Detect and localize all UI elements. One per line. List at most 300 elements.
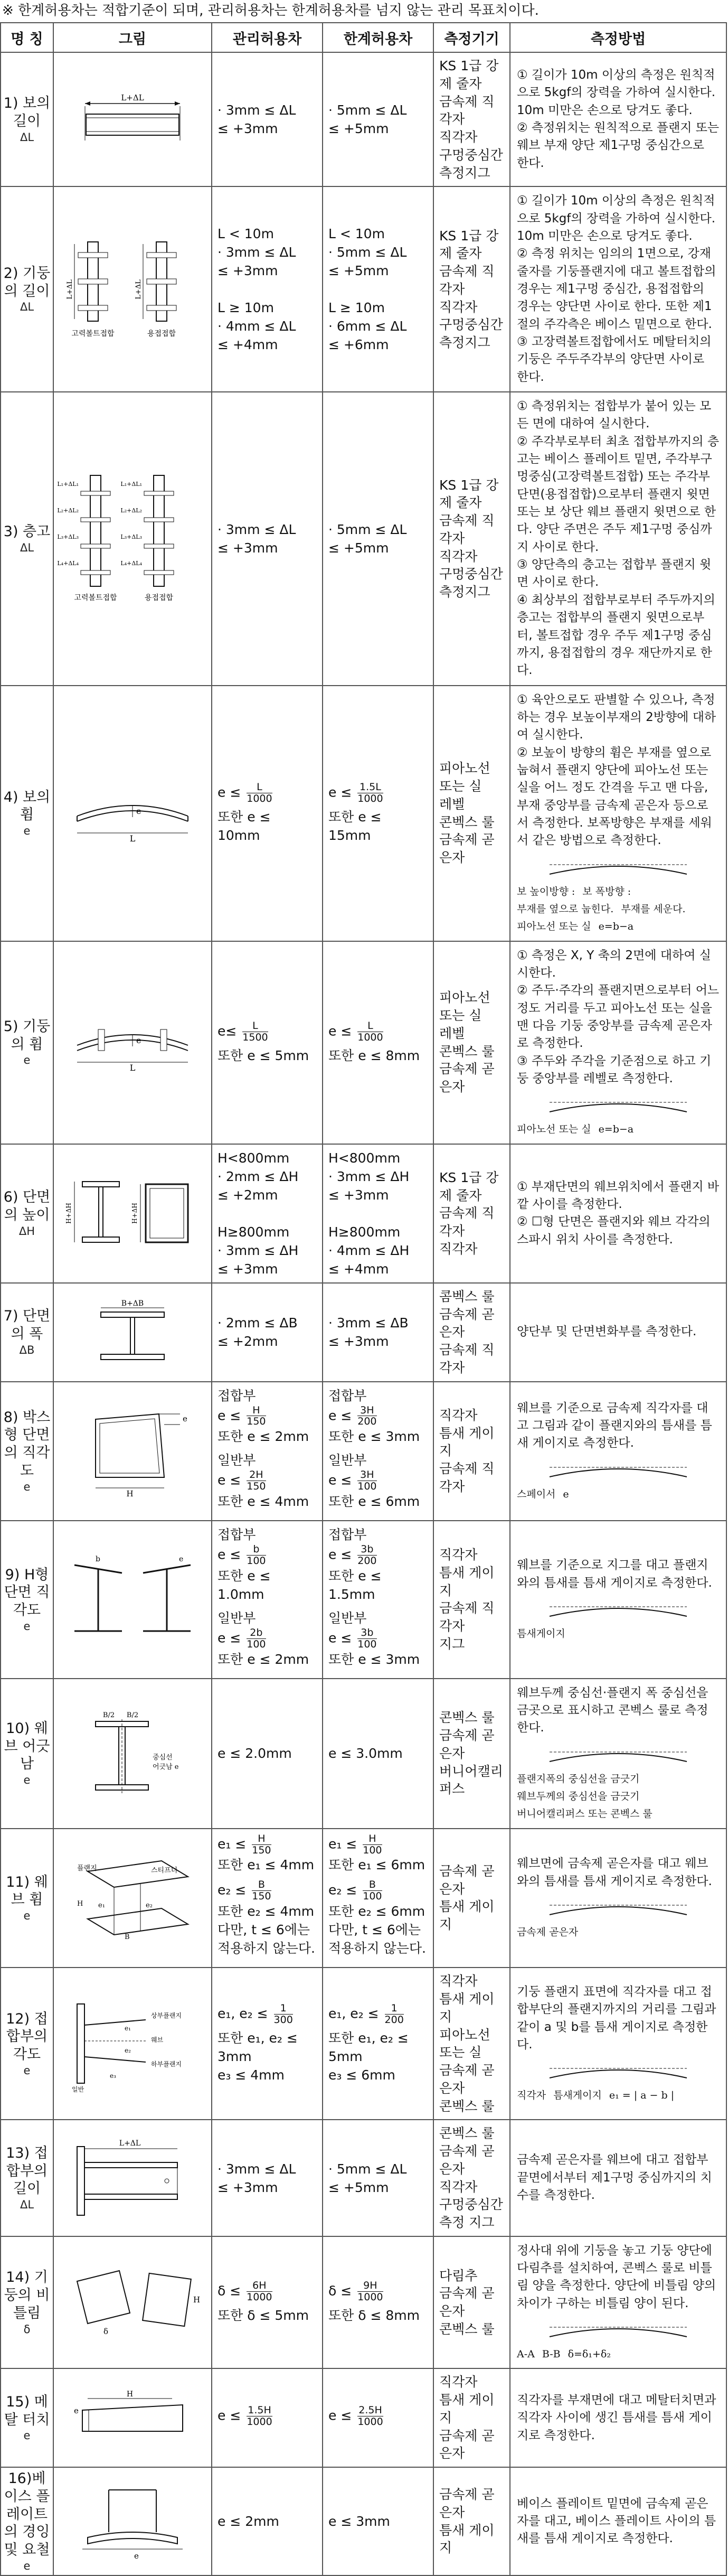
method-figure bbox=[517, 1595, 720, 1642]
fraction bbox=[247, 2405, 272, 2428]
tool-cell bbox=[433, 2120, 510, 2236]
table-row bbox=[1, 2368, 726, 2467]
header-tool: 측정기기 bbox=[433, 23, 510, 52]
fraction bbox=[247, 1469, 266, 1492]
tolerance-text: e ≤ 3mm bbox=[328, 2514, 390, 2530]
mgmt-tolerance-cell bbox=[212, 2368, 323, 2467]
item-name: 3) 층고 bbox=[3, 523, 51, 540]
item-name-cell bbox=[1, 1679, 53, 1829]
item-name: 8) 박스형 단면의 직각도 bbox=[3, 1409, 51, 1479]
figure-cell bbox=[53, 1968, 212, 2120]
tolerance-prefix: e ≤ bbox=[218, 1407, 241, 1423]
method-text: 웨브를 기준으로 지그를 대고 플랜지와의 틈새를 틈새 게이지로 측정한다. bbox=[517, 1558, 712, 1590]
fraction-numerator: 3b bbox=[357, 1544, 376, 1556]
header-name: 명 칭 bbox=[1, 23, 53, 52]
svg-text:L+ΔL: L+ΔL bbox=[66, 279, 74, 299]
figure-cell bbox=[53, 686, 212, 941]
method-figure bbox=[517, 853, 720, 935]
method-cell bbox=[510, 1829, 726, 1968]
method-figure-label: 스페이서 bbox=[517, 1488, 556, 1500]
tool-cell bbox=[433, 392, 510, 686]
svg-text:L₁+ΔL₁: L₁+ΔL₁ bbox=[120, 480, 142, 488]
limit-tolerance-cell bbox=[323, 2236, 433, 2369]
fraction-denominator: 300 bbox=[273, 2014, 293, 2026]
tool-cell bbox=[433, 686, 510, 941]
method-figure bbox=[517, 2057, 720, 2104]
tolerance-prefix: e ≤ bbox=[328, 784, 352, 800]
tolerance-prefix: e ≤ bbox=[218, 1547, 241, 1562]
limit-tolerance-cell bbox=[323, 1968, 433, 2120]
mgmt-tolerance-cell bbox=[212, 1382, 323, 1521]
tool-text: 직각자 틈새 게이지 금속제 직각자 지그 bbox=[439, 1547, 495, 1652]
item-name: 7) 단면의 폭 bbox=[3, 1308, 51, 1342]
item-symbol: e bbox=[23, 1480, 31, 1493]
svg-text:H: H bbox=[126, 1489, 134, 1499]
method-cell bbox=[510, 1382, 726, 1521]
mgmt-tolerance-cell bbox=[212, 52, 323, 186]
item-symbol: ΔH bbox=[18, 1224, 35, 1238]
svg-text:B+ΔB: B+ΔB bbox=[121, 1299, 144, 1308]
method-cell bbox=[510, 1968, 726, 2120]
svg-text:e₁: e₁ bbox=[125, 2025, 131, 2032]
tolerance-prefix: e₂ ≤ bbox=[328, 1882, 357, 1898]
method-text: ① 길이가 10m 이상의 측정은 원칙적으로 5kgf의 장력을 가하여 실시한다. 10m 미만은 손으로 당겨도 좋다. ② 측정 위치는 임의의 1면으로, 강재 줄자를 기둥플랜지에 대고 볼트접합의 경우는 제1구멍 중심간, 용접접합의 경우는 양단면 사이로 한다. 또한 제1절의 주각측은 베이스 밑면으로 한다. ③ 고장력볼트접합에서도 메탈터치의 기둥은 주두주각부의 양단면 사이로 한다. bbox=[517, 194, 716, 384]
figure-drawing bbox=[56, 2389, 209, 2447]
fraction-denominator: 100 bbox=[363, 1890, 382, 1903]
tool-cell bbox=[433, 1521, 510, 1679]
mgmt-tolerance-cell bbox=[212, 2236, 323, 2369]
method-figure-label: 금속제 곧은자 bbox=[517, 1926, 579, 1938]
tolerance-text: · 3mm ≤ ΔL ≤ +3mm bbox=[218, 521, 296, 556]
figure-drawing bbox=[56, 2136, 209, 2221]
svg-text:B: B bbox=[125, 1933, 130, 1942]
item-name: 10) 웨브 어긋남 bbox=[4, 1720, 50, 1773]
method-cell bbox=[510, 392, 726, 686]
svg-text:H: H bbox=[77, 1900, 83, 1908]
item-name-cell bbox=[1, 186, 53, 392]
mgmt-tolerance-cell bbox=[212, 186, 323, 392]
svg-text:B/2: B/2 bbox=[102, 1711, 115, 1719]
fraction-denominator: 200 bbox=[357, 1554, 377, 1567]
method-figure bbox=[517, 1456, 720, 1503]
tolerance-also: 또한 e ≤ 2mm bbox=[218, 1429, 309, 1445]
tolerance-also: 또한 e₁, e₂ ≤ 5mm e₃ ≤ 6mm bbox=[328, 2030, 409, 2083]
tolerance-also: 또한 e ≤ 10mm bbox=[218, 809, 271, 843]
tolerance-text: e ≤ 2mm bbox=[218, 2514, 279, 2530]
fraction-denominator: 200 bbox=[384, 2014, 404, 2026]
tolerance-prefix: e ≤ bbox=[328, 2408, 352, 2423]
tool-cell bbox=[433, 1382, 510, 1521]
tool-text: 피아노선 또는 실 레벨 콘벡스 룰 금속제 곧은자 bbox=[439, 990, 495, 1095]
fraction-numerator: L bbox=[242, 1020, 268, 1032]
fraction bbox=[247, 782, 272, 804]
item-name: 5) 기둥의 휨 bbox=[3, 1018, 51, 1053]
tolerance-prefix: e ≤ bbox=[328, 1407, 352, 1423]
method-figure bbox=[517, 1740, 720, 1823]
fraction-numerator: 2.5H bbox=[358, 2404, 382, 2416]
tolerance-also: 또한 e₁ ≤ 6mm bbox=[328, 1857, 426, 1873]
header-limit: 한계허용차 bbox=[323, 23, 433, 52]
tolerance-prefix: e ≤ bbox=[218, 2408, 241, 2423]
table-row bbox=[1, 2467, 726, 2575]
tolerance-text: · 5mm ≤ ΔL ≤ +5mm bbox=[328, 2161, 407, 2195]
fraction-denominator: 1000 bbox=[357, 793, 383, 805]
item-name: 16)베이스 플레이트의 경잉 및 요철 bbox=[4, 2470, 50, 2559]
svg-text:어긋남 e: 어긋남 e bbox=[153, 1763, 179, 1771]
tolerance-head: 접합부 bbox=[328, 1388, 367, 1403]
tolerance-group bbox=[328, 1833, 428, 1875]
tolerance-prefix: δ ≤ bbox=[218, 2283, 241, 2299]
figure-drawing bbox=[56, 784, 209, 842]
tolerance-group bbox=[218, 1525, 317, 1604]
method-cell bbox=[510, 1679, 726, 1829]
fraction-numerator: H bbox=[363, 1833, 382, 1845]
fraction-numerator: 9H bbox=[357, 2280, 383, 2292]
item-name: 2) 기둥의 길이 bbox=[3, 265, 51, 299]
fraction-denominator: 100 bbox=[247, 1554, 266, 1567]
tool-cell bbox=[433, 2467, 510, 2575]
method-figure-label: e bbox=[563, 1488, 569, 1500]
method-cell bbox=[510, 2236, 726, 2369]
svg-text:용접접합: 용접접합 bbox=[144, 593, 174, 602]
tolerance-also: 또한 e₁ ≤ 4mm bbox=[218, 1857, 315, 1873]
mgmt-tolerance-cell bbox=[212, 1144, 323, 1283]
fraction-numerator: H bbox=[247, 1405, 266, 1417]
limit-tolerance-cell bbox=[323, 1521, 433, 1679]
table-row bbox=[1, 2236, 726, 2369]
mgmt-tolerance-cell bbox=[212, 2467, 323, 2575]
svg-text:e: e bbox=[134, 2551, 139, 2561]
fraction bbox=[242, 1020, 268, 1043]
method-figure-label: 부재를 세운다. bbox=[621, 903, 686, 915]
item-name-cell bbox=[1, 1521, 53, 1679]
item-name-cell bbox=[1, 2236, 53, 2369]
svg-text:e₂: e₂ bbox=[125, 2047, 131, 2055]
svg-text:L₂+ΔL₂: L₂+ΔL₂ bbox=[120, 507, 142, 514]
svg-text:L₄+ΔL₄: L₄+ΔL₄ bbox=[57, 559, 79, 567]
figure-drawing bbox=[56, 1552, 209, 1647]
figure-drawing bbox=[56, 1014, 209, 1072]
fraction-numerator: 1.5H bbox=[248, 2404, 271, 2416]
svg-text:일반: 일반 bbox=[72, 2086, 84, 2094]
tolerance-prefix: e₁, e₂ ≤ bbox=[218, 2006, 268, 2021]
tolerance-prefix: e ≤ bbox=[218, 1630, 241, 1646]
method-text: 양단부 및 단면변화부를 측정한다. bbox=[517, 1325, 697, 1339]
item-symbol: e bbox=[23, 1054, 31, 1067]
mgmt-tolerance-cell bbox=[212, 1968, 323, 2120]
header-figure: 그림 bbox=[53, 23, 212, 52]
mgmt-tolerance-cell bbox=[212, 392, 323, 686]
table-row bbox=[1, 1679, 726, 1829]
method-figure-label: A-A bbox=[517, 2348, 535, 2360]
figure-cell bbox=[53, 186, 212, 392]
limit-tolerance-cell bbox=[323, 1382, 433, 1521]
method-text: 기둥 플랜지 표면에 직각자를 대고 접합부단의 플랜지까지의 거리를 그림과 같이 a 및 b를 틈새 게이지로 측정한다. bbox=[517, 1984, 716, 2052]
tool-cell bbox=[433, 1968, 510, 2120]
fraction-denominator: 200 bbox=[357, 1416, 377, 1428]
item-name-cell bbox=[1, 2467, 53, 2575]
item-symbol: ΔB bbox=[19, 1343, 35, 1356]
tool-cell bbox=[433, 2236, 510, 2369]
tolerance-text: L < 10m · 5mm ≤ ΔL ≤ +5mm L ≥ 10m · 6mm ≤ ΔL ≤ +6mm bbox=[328, 226, 407, 353]
tool-cell bbox=[433, 1144, 510, 1283]
fraction bbox=[252, 1833, 271, 1856]
tolerance-text: · 3mm ≤ ΔL ≤ +3mm bbox=[218, 102, 296, 137]
tolerance-prefix: e ≤ bbox=[328, 1547, 352, 1562]
limit-tolerance-cell bbox=[323, 1829, 433, 1968]
table-row bbox=[1, 52, 726, 186]
item-name: 1) 보의 길이 bbox=[3, 95, 51, 129]
tool-text: 금속제 곧은자 틈새 게이지 bbox=[439, 1863, 495, 1933]
item-name-cell bbox=[1, 52, 53, 186]
fraction bbox=[247, 1627, 266, 1650]
method-cell bbox=[510, 1283, 726, 1382]
item-symbol: e bbox=[23, 2429, 31, 2442]
tolerance-prefix: e ≤ bbox=[328, 1023, 352, 1039]
fraction bbox=[274, 2003, 293, 2026]
method-figure-label: e=b−a bbox=[598, 921, 634, 933]
fraction bbox=[363, 1879, 382, 1902]
fraction-denominator: 100 bbox=[247, 1638, 266, 1650]
tolerance-prefix: e ≤ bbox=[218, 1472, 241, 1488]
tolerance-prefix: e≤ bbox=[218, 1023, 237, 1039]
tool-text: 피아노선 또는 실 레벨 콘벡스 룰 금속제 곧은자 bbox=[439, 761, 495, 866]
svg-text:웨브: 웨브 bbox=[151, 2036, 164, 2044]
svg-text:용접접합: 용접접합 bbox=[147, 329, 176, 338]
fraction bbox=[252, 1879, 271, 1902]
svg-text:L₄+ΔL₄: L₄+ΔL₄ bbox=[120, 559, 142, 567]
tolerance-head: 접합부 bbox=[218, 1527, 256, 1543]
tool-text: KS 1급 강제 줄자 금속제 직각자 직각자 구멍중심간 측정지그 bbox=[439, 477, 503, 600]
tool-cell bbox=[433, 186, 510, 392]
fraction-denominator: 150 bbox=[247, 1481, 266, 1493]
fraction-numerator: 1.5L bbox=[357, 782, 383, 793]
fraction-numerator: B bbox=[363, 1879, 382, 1891]
svg-text:L+ΔL: L+ΔL bbox=[135, 279, 143, 299]
item-name-cell bbox=[1, 941, 53, 1144]
svg-text:H: H bbox=[193, 2295, 201, 2305]
tolerance-text: · 3mm ≤ ΔL ≤ +3mm bbox=[218, 2161, 296, 2195]
tolerance-head: 일반부 bbox=[218, 1453, 256, 1468]
tolerance-prefix: e₁ ≤ bbox=[218, 1836, 247, 1852]
fraction bbox=[247, 2280, 272, 2303]
method-figure-label: 틈새게이지 bbox=[517, 1628, 565, 1640]
method-figure-label: δ=δ₁+δ₂ bbox=[568, 2348, 611, 2360]
svg-text:e: e bbox=[183, 1414, 187, 1424]
fraction-numerator: L bbox=[357, 1020, 383, 1032]
tolerance-also: 또한 e ≤ 2mm bbox=[218, 1651, 309, 1667]
method-cell bbox=[510, 1521, 726, 1679]
method-cell bbox=[510, 686, 726, 941]
fraction bbox=[363, 1833, 382, 1856]
tool-cell bbox=[433, 52, 510, 186]
fraction bbox=[357, 1469, 376, 1492]
item-symbol: ΔL bbox=[20, 541, 34, 554]
figure-cell bbox=[53, 1382, 212, 1521]
tolerance-also: 또한 e ≤ 3mm bbox=[328, 1651, 420, 1667]
fraction-numerator: 2H bbox=[247, 1469, 266, 1481]
item-name-cell bbox=[1, 1968, 53, 2120]
figure-drawing bbox=[56, 1403, 209, 1498]
method-text: 웨브면에 금속제 곧은자를 대고 웨브와의 틈새를 틈새 게이지로 측정한다. bbox=[517, 1857, 712, 1888]
tolerance-also: 또한 e ≤ 4mm bbox=[218, 1494, 309, 1510]
svg-text:L₃+ΔL₃: L₃+ΔL₃ bbox=[57, 533, 79, 540]
method-cell bbox=[510, 2120, 726, 2236]
item-symbol: e bbox=[23, 1619, 31, 1633]
tool-text: 금속제 곧은자 틈새 게이지 bbox=[439, 2487, 495, 2556]
tolerance-head: 접합부 bbox=[328, 1527, 367, 1543]
svg-text:플랜지: 플랜지 bbox=[77, 1865, 97, 1873]
tolerance-also: 또한 e₂ ≤ 6mm 다만, t ≤ 6에는 적용하지 않는다. bbox=[328, 1904, 426, 1956]
svg-text:e₁: e₁ bbox=[98, 1901, 105, 1910]
svg-text:H: H bbox=[126, 2390, 134, 2399]
table-header-row bbox=[1, 23, 726, 52]
tolerance-also: 또한 e ≤ 1.0mm bbox=[218, 1568, 271, 1602]
fraction-numerator: 6H bbox=[247, 2280, 272, 2292]
method-figure-label: 피아노선 또는 실 bbox=[517, 921, 591, 933]
tolerance-group bbox=[218, 1879, 317, 1957]
tool-text: KS 1급 강제 줄자 금속제 직각자 직각자 구멍중심간 측정지그 bbox=[439, 58, 503, 181]
tolerance-group bbox=[218, 1609, 317, 1669]
svg-text:e: e bbox=[136, 1035, 141, 1045]
tool-text: 직각자 틈새 게이지 피아노선 또는 실 금속제 곧은자 콘벡스 룰 bbox=[439, 1973, 495, 2114]
method-text: 직각자를 부재면에 대고 메탈터치면과 직각자 사이에 생긴 틈새를 틈새 게이지로 측정한다. bbox=[517, 2393, 716, 2442]
fraction-denominator: 1000 bbox=[247, 793, 272, 805]
figure-cell bbox=[53, 1829, 212, 1968]
mgmt-tolerance-cell bbox=[212, 2120, 323, 2236]
item-name-cell bbox=[1, 2120, 53, 2236]
fraction-denominator: 1000 bbox=[357, 2416, 383, 2428]
table-row bbox=[1, 2120, 726, 2236]
item-symbol: e bbox=[23, 2559, 31, 2572]
tool-text: 직각자 틈새 게이지 금속제 곧은자 bbox=[439, 2374, 495, 2461]
item-name: 11) 웨브 휨 bbox=[6, 1874, 48, 1908]
method-cell bbox=[510, 186, 726, 392]
tolerance-also: 또한 e ≤ 1.5mm bbox=[328, 1568, 382, 1602]
item-symbol: ΔL bbox=[20, 130, 34, 144]
tolerance-head: 일반부 bbox=[328, 1453, 367, 1468]
table-row bbox=[1, 1521, 726, 1679]
tolerance-text: e ≤ 2.0mm bbox=[218, 1746, 292, 1762]
item-symbol: δ bbox=[23, 2322, 31, 2336]
method-text: ① 부재단면의 웨브위치에서 플랜지 바깥 사이를 측정한다. ② ☐형 단면은 플랜지와 웨브 각각의 스파시 위치 사이를 측정한다. bbox=[517, 1179, 720, 1247]
method-figure-label: e=b−a bbox=[598, 1123, 634, 1136]
svg-text:하부플랜지: 하부플랜지 bbox=[151, 2060, 182, 2068]
figure-cell bbox=[53, 2236, 212, 2369]
figure-cell bbox=[53, 1679, 212, 1829]
fraction-numerator: 1 bbox=[274, 2003, 293, 2015]
method-figure-label: B-B bbox=[542, 2348, 561, 2360]
fraction-denominator: 1000 bbox=[357, 1031, 383, 1043]
header-method: 측정방법 bbox=[510, 23, 726, 52]
svg-text:e: e bbox=[136, 805, 141, 816]
figure-drawing bbox=[56, 237, 209, 342]
tool-cell bbox=[433, 941, 510, 1144]
mgmt-tolerance-cell bbox=[212, 686, 323, 941]
method-figure bbox=[517, 1894, 720, 1941]
table-row bbox=[1, 1968, 726, 2120]
fraction-denominator: 150 bbox=[252, 1844, 271, 1856]
tolerance-text: · 2mm ≤ ΔB ≤ +2mm bbox=[218, 1315, 298, 1350]
tolerance-also: 또한 e ≤ 6mm bbox=[328, 1494, 420, 1510]
svg-text:L+ΔL: L+ΔL bbox=[119, 2139, 141, 2148]
item-name-cell bbox=[1, 1283, 53, 1382]
tolerance-also: 또한 e ≤ 3mm bbox=[328, 1429, 420, 1445]
table-row bbox=[1, 941, 726, 1144]
item-name: 14) 기둥의 비틀림 bbox=[4, 2269, 50, 2321]
tool-text: 콘벡스 룰 금속제 곧은자 직각자 구멍중심간 측정 지그 bbox=[439, 2125, 503, 2230]
figure-cell bbox=[53, 2368, 212, 2467]
item-symbol: e bbox=[23, 1774, 31, 1787]
svg-text:L₂+ΔL₂: L₂+ΔL₂ bbox=[57, 507, 79, 514]
tolerance-group bbox=[328, 1387, 428, 1446]
item-name: 15) 메탈 터치 bbox=[4, 2393, 50, 2428]
fraction bbox=[357, 2405, 383, 2428]
fraction-denominator: 150 bbox=[247, 1416, 266, 1428]
fraction-numerator: 1 bbox=[385, 2003, 404, 2015]
method-figure-label: 웨브두께의 중심선을 금긋기 bbox=[517, 1791, 640, 1802]
tolerance-also: 또한 e ≤ 5mm bbox=[218, 1047, 309, 1063]
item-name-cell bbox=[1, 1144, 53, 1283]
tolerance-also: 또한 δ ≤ 8mm bbox=[328, 2308, 420, 2323]
limit-tolerance-cell bbox=[323, 2467, 433, 2575]
tolerance-text: H<800mm · 2mm ≤ ΔH ≤ +2mm H≥800mm · 3mm ≤ ΔH ≤ +3mm bbox=[218, 1150, 299, 1277]
item-name: 13) 접합부의 길이 bbox=[6, 2144, 48, 2197]
tolerance-text: · 3mm ≤ ΔB ≤ +3mm bbox=[328, 1315, 409, 1350]
fraction-numerator: 3H bbox=[357, 1469, 376, 1481]
figure-cell bbox=[53, 941, 212, 1144]
fraction-numerator: b bbox=[247, 1544, 266, 1556]
fraction-denominator: 100 bbox=[363, 1844, 382, 1856]
figure-cell bbox=[53, 2467, 212, 2575]
mgmt-tolerance-cell bbox=[212, 1829, 323, 1968]
mgmt-tolerance-cell bbox=[212, 941, 323, 1144]
svg-text:중심선: 중심선 bbox=[153, 1753, 173, 1762]
tool-cell bbox=[433, 2368, 510, 2467]
fraction-numerator: L bbox=[247, 782, 272, 793]
item-name: 6) 단면의 높이 bbox=[3, 1189, 51, 1224]
svg-text:H+ΔH: H+ΔH bbox=[65, 1203, 72, 1224]
mgmt-tolerance-cell bbox=[212, 1521, 323, 1679]
item-symbol: e bbox=[23, 825, 31, 838]
method-cell bbox=[510, 941, 726, 1144]
mgmt-tolerance-cell bbox=[212, 1679, 323, 1829]
tolerance-prefix: e₁ ≤ bbox=[328, 1836, 357, 1852]
limit-tolerance-cell bbox=[323, 186, 433, 392]
tool-text: 콘벡스 룰 금속제 곧은자 버니어캘리퍼스 bbox=[439, 1710, 503, 1797]
tool-cell bbox=[433, 1679, 510, 1829]
item-name: 4) 보의 휨 bbox=[3, 789, 51, 823]
method-figure-label: 직각자 bbox=[517, 2090, 546, 2102]
method-cell bbox=[510, 2467, 726, 2575]
figure-drawing bbox=[56, 90, 209, 148]
fraction-denominator: 1000 bbox=[357, 2291, 383, 2303]
svg-text:e: e bbox=[74, 2405, 79, 2415]
tolerance-prefix: e₁, e₂ ≤ bbox=[328, 2006, 379, 2021]
fraction bbox=[357, 1405, 376, 1428]
method-text: 웨브를 기준으로 금속제 직각자를 대고 그림과 같이 플랜지와의 틈새를 틈새 게이지로 측정한다. bbox=[517, 1401, 712, 1450]
item-symbol: ΔL bbox=[20, 2198, 34, 2211]
figure-drawing bbox=[56, 2479, 209, 2564]
tool-text: KS 1급 강제 줄자 금속제 직각자 직각자 bbox=[439, 1169, 499, 1257]
fraction bbox=[357, 1020, 383, 1043]
svg-text:스티프너: 스티프너 bbox=[151, 1867, 178, 1875]
svg-text:B/2: B/2 bbox=[126, 1711, 139, 1719]
fraction-denominator: 1500 bbox=[242, 1031, 268, 1043]
figure-cell bbox=[53, 52, 212, 186]
tool-text: 직각자 틈새 게이지 금속제 직각자 bbox=[439, 1407, 495, 1494]
limit-tolerance-cell bbox=[323, 392, 433, 686]
